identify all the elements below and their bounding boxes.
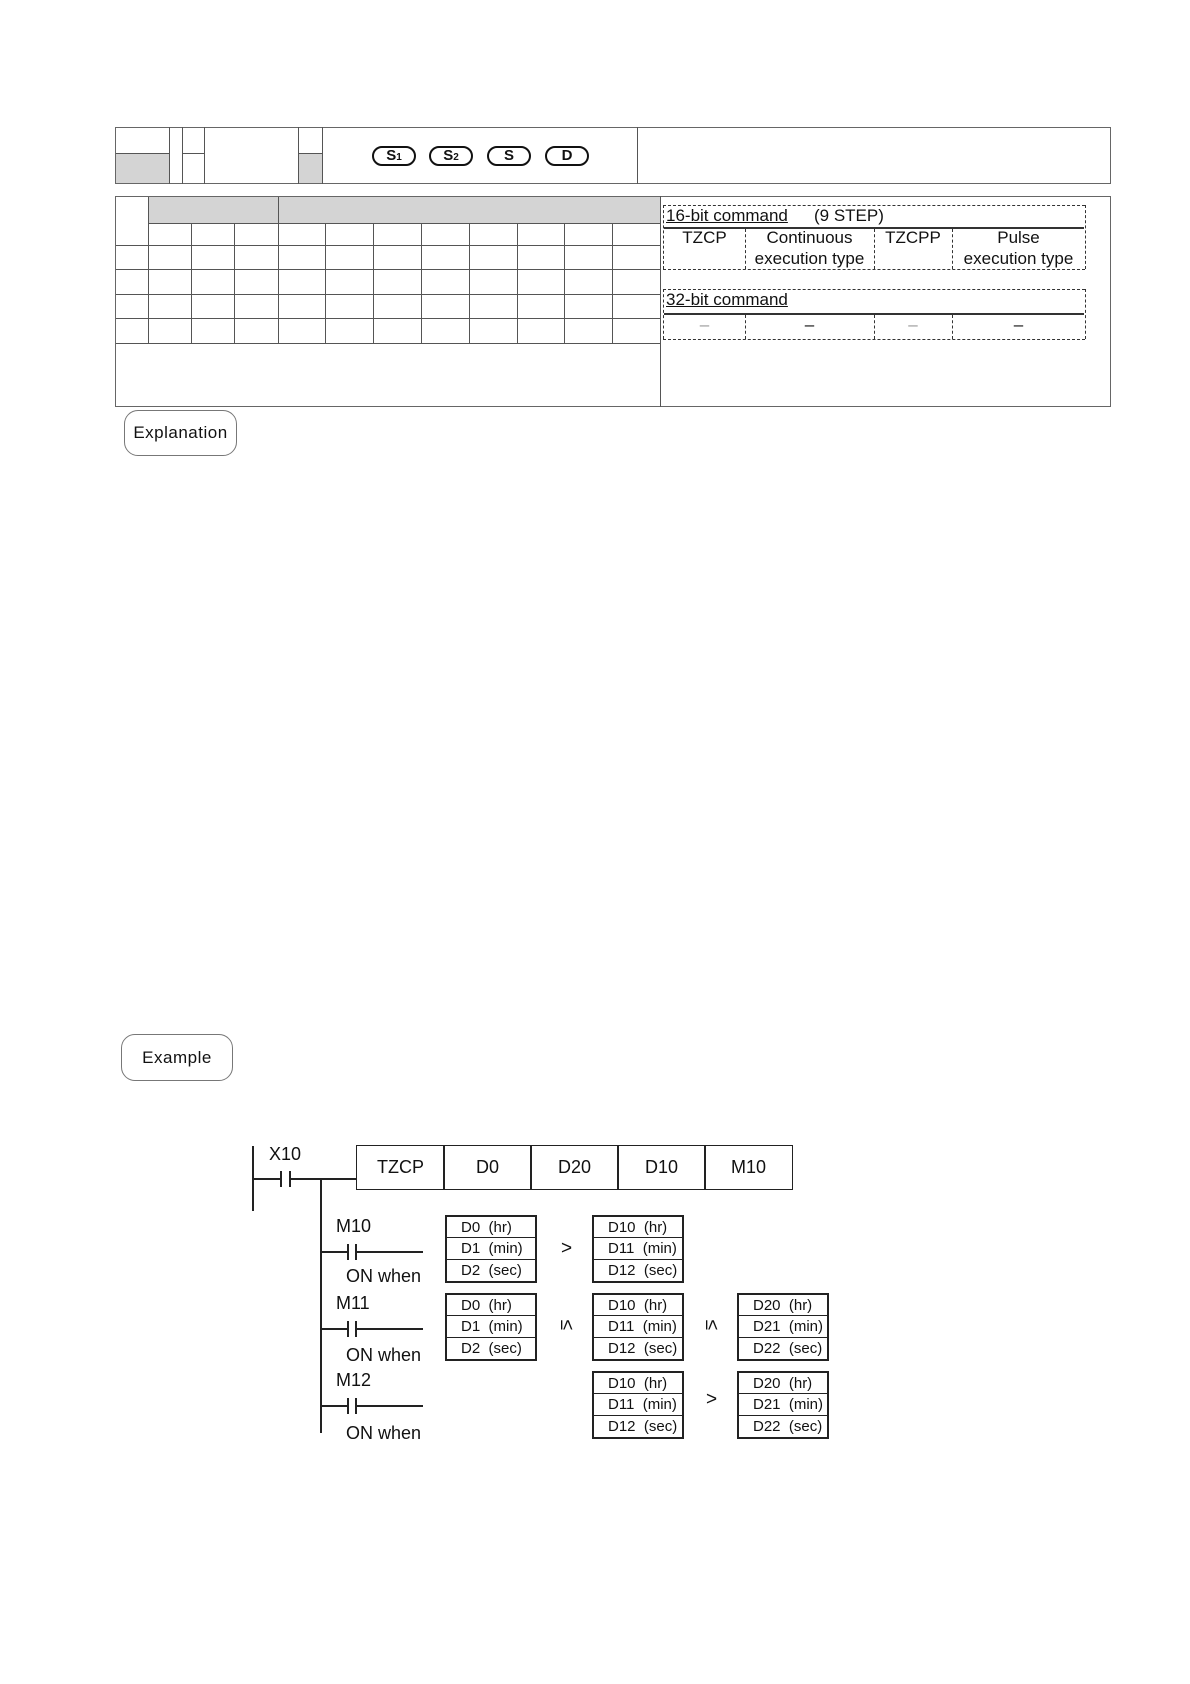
output-m10-when: ON when xyxy=(346,1266,422,1286)
example-label: Example xyxy=(121,1034,233,1081)
cmp-row1: > xyxy=(561,1238,573,1259)
reg-group-d20-row2: D20 (hr) D21 (min) D22 (sec) xyxy=(737,1293,829,1361)
cmd16-tzcpp: TZCPP xyxy=(885,228,941,247)
cmd16-tzcpp-type-2: execution type xyxy=(963,249,1074,268)
instr-op-m10: M10 xyxy=(704,1145,793,1190)
reg-group-d0-row1: D0 (hr) D1 (min) D2 (sec) xyxy=(445,1215,537,1283)
operand-s-badge: S xyxy=(487,146,531,166)
cmd16-tzcpp-type-1: Pulse xyxy=(997,228,1040,247)
instr-op-d0: D0 xyxy=(443,1145,532,1190)
cmp-row3: > xyxy=(706,1389,718,1410)
operand-s2-badge: S2 xyxy=(429,146,473,166)
instr-op-d10: D10 xyxy=(617,1145,706,1190)
cmd32-dash-1: – xyxy=(699,315,710,334)
reg-group-d20-row3: D20 (hr) D21 (min) D22 (sec) xyxy=(737,1371,829,1439)
operand-s1-badge: S1 xyxy=(372,146,416,166)
cmd16-tzcp-type-1: Continuous xyxy=(766,228,853,247)
cmd16-tzcp-type-2: execution type xyxy=(754,249,865,268)
reg-group-d10-row3: D10 (hr) D11 (min) D12 (sec) xyxy=(592,1371,684,1439)
instr-op-d20: D20 xyxy=(530,1145,619,1190)
reg-group-d10-row1: D10 (hr) D11 (min) D12 (sec) xyxy=(592,1215,684,1283)
reg-group-d10-row2: D10 (hr) D11 (min) D12 (sec) xyxy=(592,1293,684,1361)
cmd16-title: 16-bit command xyxy=(666,206,788,225)
cmd32-dash-4: – xyxy=(1013,315,1024,334)
reg-group-d0-row2: D0 (hr) D1 (min) D2 (sec) xyxy=(445,1293,537,1361)
output-m12-when: ON when xyxy=(346,1423,422,1443)
cmd32-title: 32-bit command xyxy=(666,290,788,309)
explanation-label: Explanation xyxy=(124,410,237,456)
input-contact-label: X10 xyxy=(269,1144,302,1164)
cmd16-steps: (9 STEP) xyxy=(814,206,884,225)
cmd32-dash-2: – xyxy=(804,315,815,334)
cmp-row2a: ≤ xyxy=(556,1319,578,1331)
cmp-row2b: ≤ xyxy=(701,1319,723,1331)
output-m11-when: ON when xyxy=(346,1345,422,1365)
cmd16-tzcp: TZCP xyxy=(682,228,727,247)
operand-d-badge: D xyxy=(545,146,589,166)
output-m11-label: M11 xyxy=(336,1293,370,1313)
instr-op-tzcp: TZCP xyxy=(356,1145,445,1190)
output-m12-label: M12 xyxy=(336,1370,372,1390)
cmd32-dash-3: – xyxy=(908,315,918,334)
output-m10-label: M10 xyxy=(336,1216,372,1236)
